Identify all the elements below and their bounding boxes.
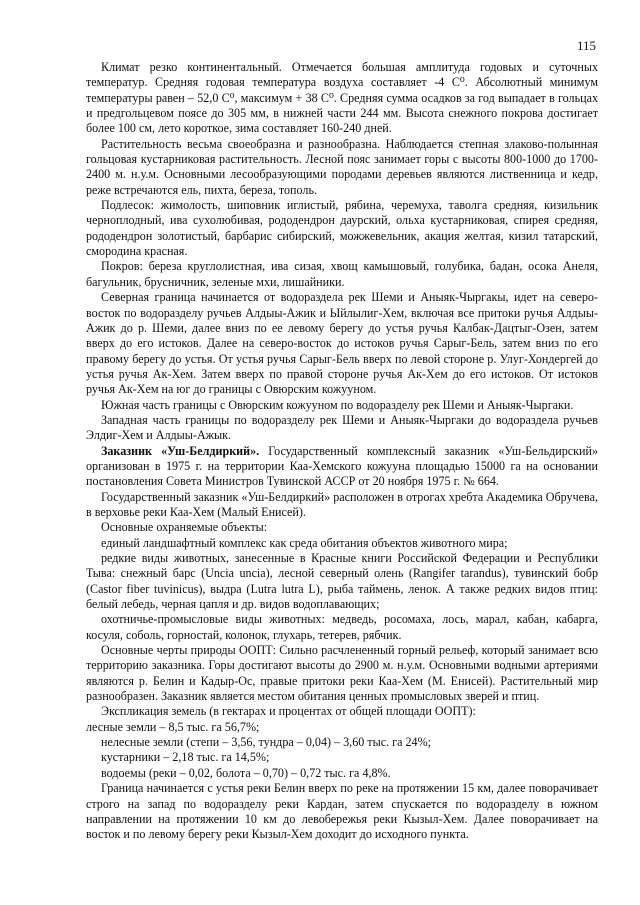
paragraph-reserve-border: Граница начинается с устья реки Белин вверх по реке на протяжении 15 км, далее поворачивает строго на запад по водоразделу реки Кардан, затем спускается по водоразделу в южном направлении на протяжении 10 км до левобережья реки Кызыл-Хем. Далее поворачивает на восток и по левому берегу реки Кызыл-Хем доходит до исходного пункта.: [86, 781, 598, 842]
paragraph-rare-species: редкие виды животных, занесенные в Красные книги Российской Федерации и Республики Тыва: снежный барс (Uncia uncia), лесной северный олень (Rangifer tarandus), тувинский бобр (Castor fiber tuvinicus), выдра (Lutra lutra L), рыба таймень, ленок. А также редких видов птиц: белый лебедь, черная цапля и др. видов водоплавающих;: [86, 551, 598, 612]
paragraph-landscape: единый ландшафтный комплекс как среда обитания объектов животного мира;: [101, 535, 508, 550]
paragraph-vegetation: Растительность весьма своеобразна и разнообразна. Наблюдается степная злаково-полынная гольцовая кустарниковая растительность. Лесной пояс занимает горы с высоты 800-1000 до 1700-2400 м. н.у.м. Основными лесообразующими породами деревьев являются лиственница и кедр, реже встречаются ель, пихта, береза, тополь.: [86, 136, 598, 197]
paragraph-south-border: Южная часть границы с Овюрским кожууном по водоразделу рек Шеми и Аныяк-Чыргаки.: [101, 397, 574, 412]
land-item-forest: лесные земли – 8,5 тыс. га 56,7%;: [86, 719, 260, 734]
paragraph-west-border: Западная часть границы по водоразделу рек Шеми и Аныяк-Чыргаки до водораздела ручьев Элдиг-Хем и Алдыы-Ажык.: [86, 412, 598, 443]
paragraph-game-species: охотничье-промысловые виды животных: медведь, росомаха, лось, марал, кабан, кабарга, косуля, соболь, горностай, колонок, глухарь, тетерев, рябчик.: [86, 612, 598, 642]
reserve-intro-text: Государственный комплексный заказник «Уш-Бельдирский» организован в 1975 г. на территории Каа-Хемского кожууна площадью 15000 га на основании постановления Совета Министров Тувинской АССР от 20 ноября 1975 г. № 664.: [86, 443, 598, 489]
document-body: [86, 60, 598, 843]
land-item-water: водоемы (реки – 0,02, болота – 0,70) – 0,72 тыс. га 4,8%.: [101, 765, 391, 780]
paragraph-undergrowth: Подлесок: жимолость, шиповник иглистый, рябина, черемуха, таволга средняя, кизильник черноплодный, ива сухолюбивая, рододендрон даурский, ольха кустарниковая, спирея средняя, рододендрон золотистый, барбарис сибирский, можжевельник, акация желтая, кизил татарский, смородина красная.: [86, 198, 598, 259]
page-number: 115: [576, 38, 596, 53]
paragraph-north-border: Северная граница начинается от водораздела рек Шеми и Аныяк-Чыргакы, идет на северо-восток по водоразделу ручьев Алдыы-Ажик и Ыйлылиг-Хем, включая все притоки ручья Алдыы-Ажик до р. Шеми, далее вниз по ее левому берегу до устья ручья Калбак-Дацтыг-Озен, затем вверх до его истоков. Далее на северо-восток до истоков ручья Сарыг-Бель, затем вниз по его правому берегу до устья. От устья ручья Сарыг-Бель вверх по левой стороне р. Улуг-Хондергей до устья ручья Ак-Хем. Затем вверх по правой стороне ручья Ак-Хем до его истоков. От истоков ручья Ак-Хем на юг до границы с Овюрским кожууном.: [86, 290, 598, 397]
paragraph-climate: Климат резко континентальный. Отмечается большая амплитуда годовых и суточных температур. Средняя годовая температура воздуха составляет -4 С⁰. Абсолютный минимум температуры равен – 52,0 С⁰, максимум + 38 С⁰. Средняя сумма осадков за год выпадает в гольцах и предгольцевом поясе до 305 мм, в нижней части 244 мм. Высота снежного покрова достигает более 100 см, лето короткое, зима составляет 160-240 дней.: [86, 60, 598, 136]
paragraph-reserve-location: Государственный заказник «Уш-Белдиркий» расположен в отрогах хребта Академика Обручева, в верховье реки Каа-Хем (Малый Енисей).: [86, 489, 598, 519]
land-item-nonforest: нелесные земли (степи – 3,56, тундра – 0,04) – 3,60 тыс. га 24%;: [101, 735, 432, 750]
paragraph-protected-heading: Основные охраняемые объекты:: [101, 520, 268, 535]
paragraph-reserve-intro: [86, 444, 598, 490]
reserve-title: Заказник «Уш-Белдиркий».: [101, 443, 260, 458]
paragraph-nature-features: Основные черты природы ООПТ: Сильно расчлененный горный рельеф, который занимает всю территорию заказника. Горы достигают высоты до 2900 м. н.у.м. Основными водными артериями являются р. Белин и Кадыр-Ос, правые притоки реки Каа-Хем (М. Енисей). Растительный мир разнообразен. Заказник является местом обитания ценных промысловых зверей и птиц.: [86, 643, 598, 704]
paragraph-ground-cover: Покров: береза круглолистная, ива сизая, хвощ камышовый, голубика, бадан, осока Анеля, багульник, брусничник, зеленые мхи, лишайники.: [86, 259, 598, 289]
land-item-shrubs: кустарники – 2,18 тыс. га 14,5%;: [101, 750, 270, 765]
paragraph-explication: Экспликация земель (в гектарах и процентах от общей площади ООПТ):: [101, 704, 476, 719]
